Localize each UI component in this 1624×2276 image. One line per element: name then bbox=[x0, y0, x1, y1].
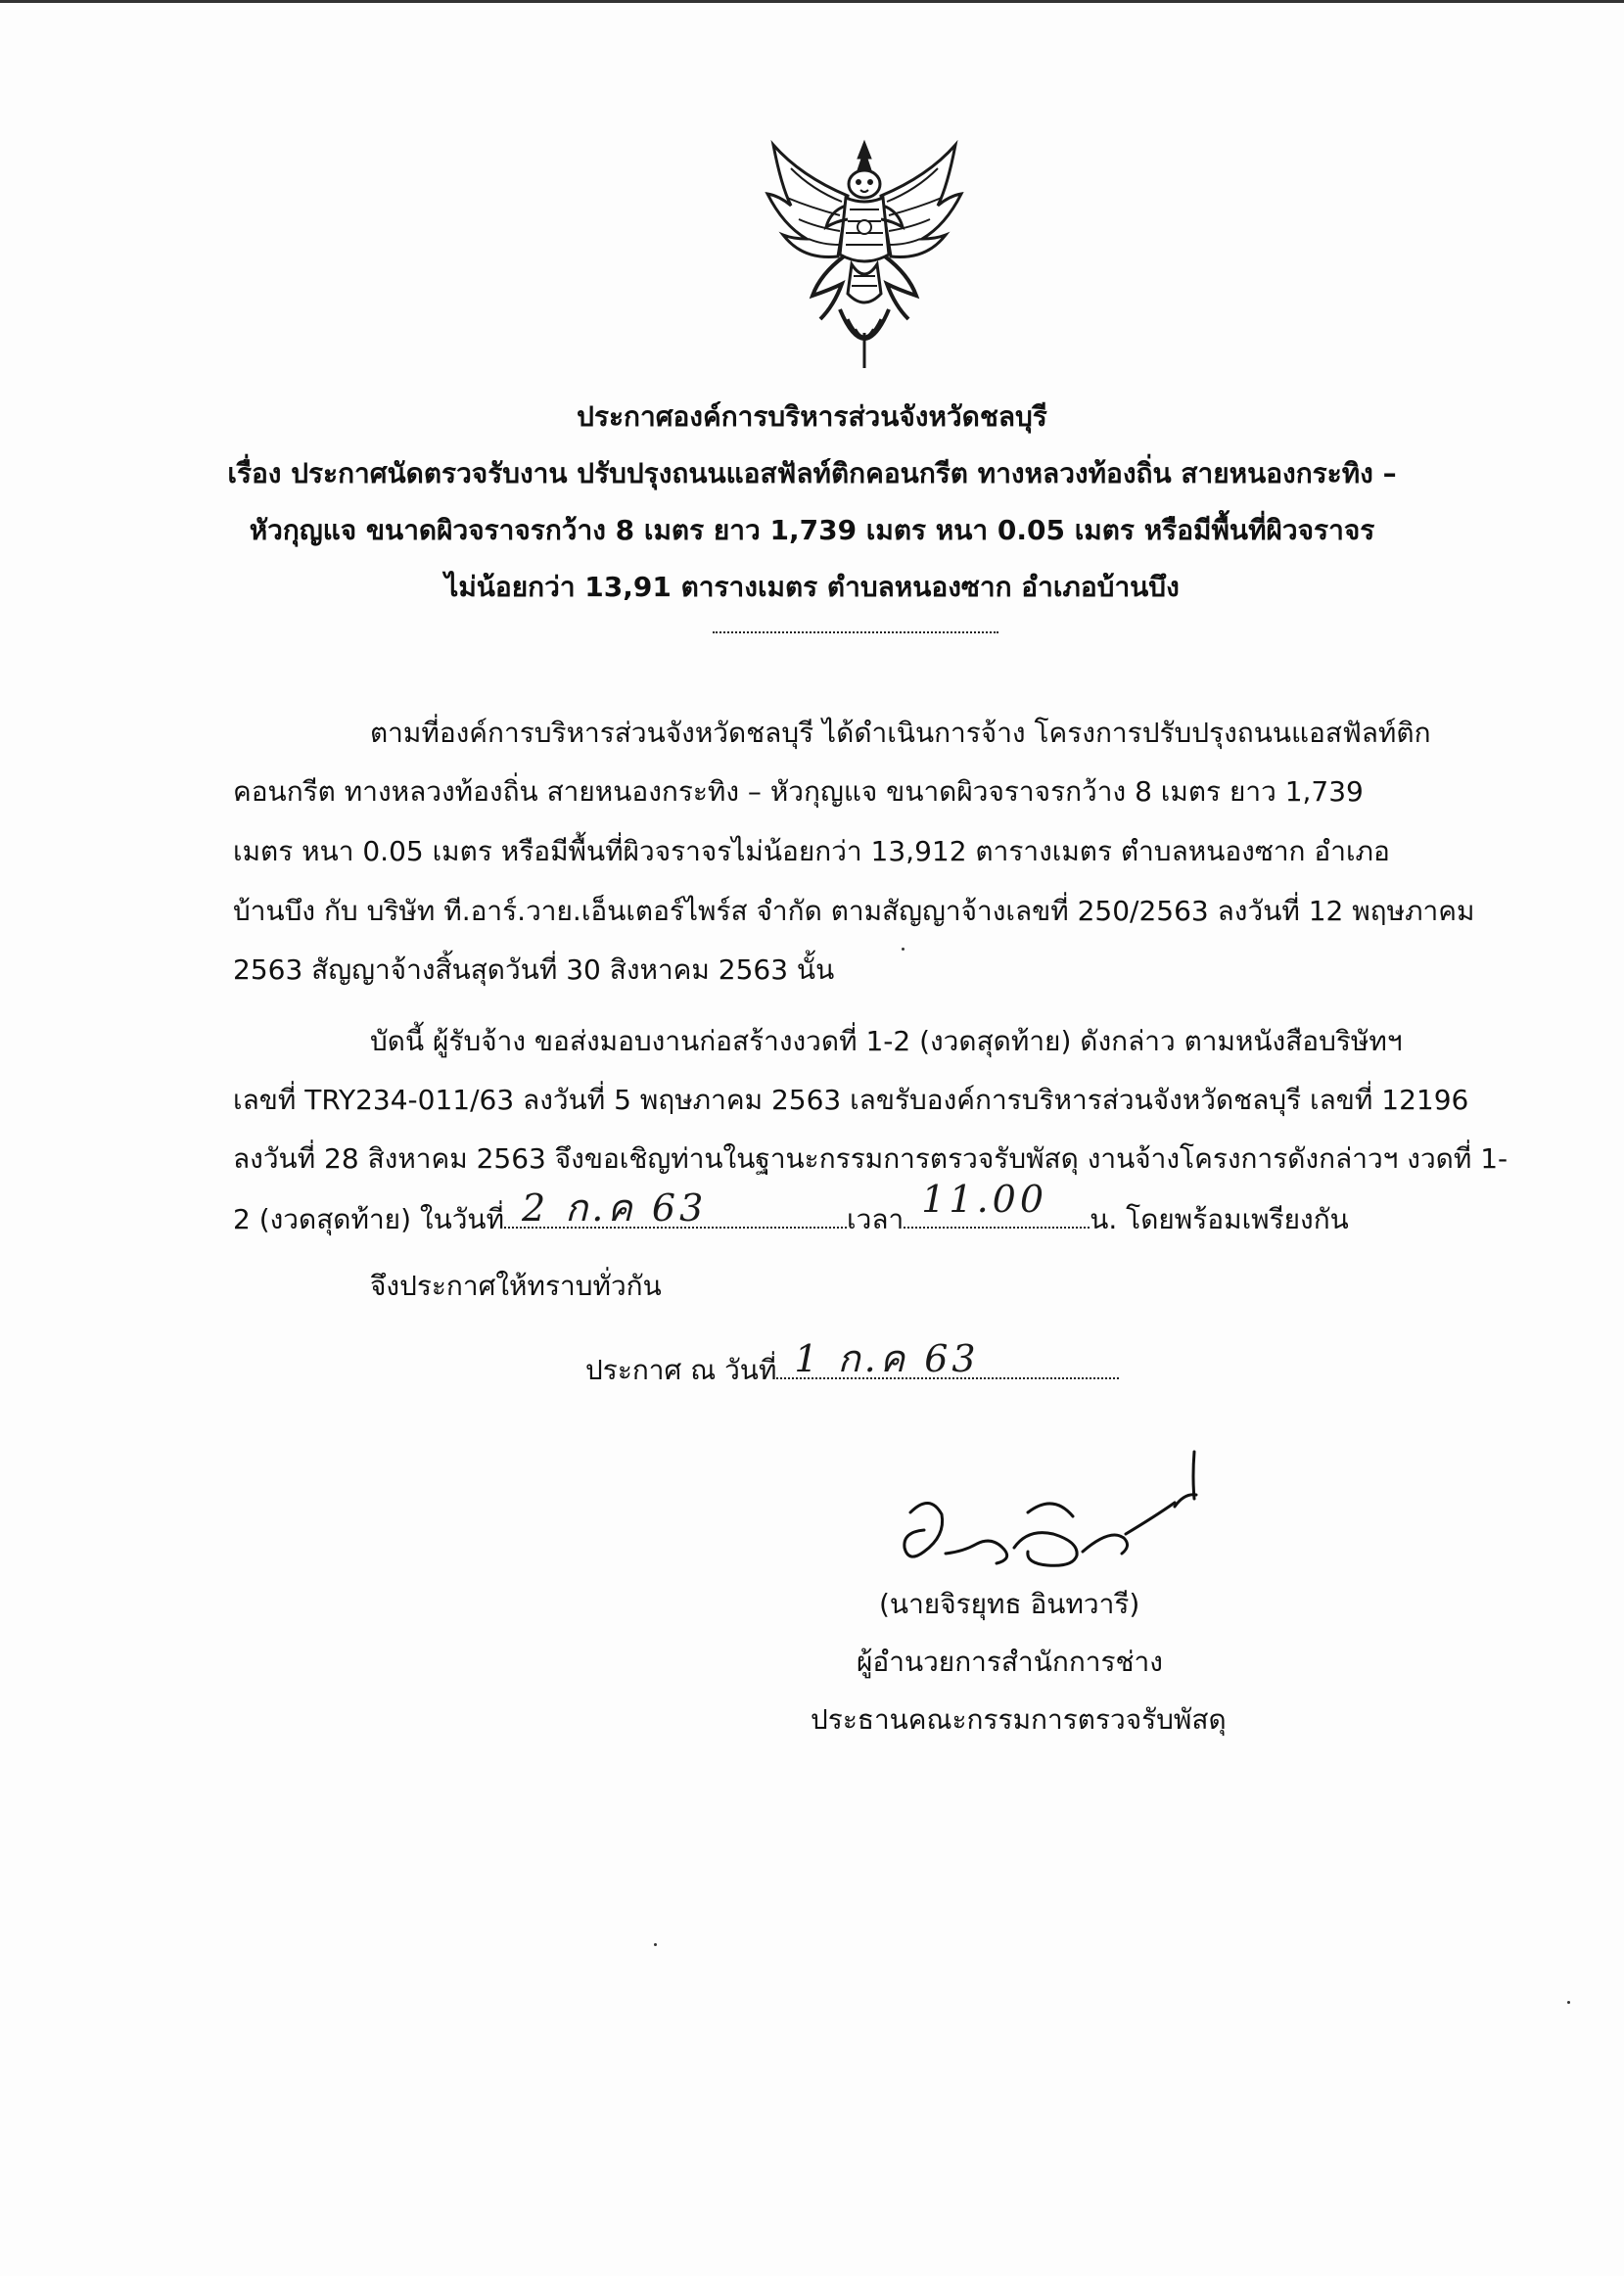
closing-statement: จึงประกาศให้ทราบทั่วกัน bbox=[370, 1270, 662, 1302]
signatory-position: ผู้อำนวยการสำนักการช่าง bbox=[857, 1646, 1163, 1678]
paragraph-1-line: ตามที่องค์การบริหารส่วนจังหวัดชลบุรี ได้ดำเนินการจ้าง โครงการปรับปรุงถนนแอสฟัลท์ติก bbox=[370, 717, 1431, 749]
announcement-title: ประกาศองค์การบริหารส่วนจังหวัดชลบุรี bbox=[577, 400, 1047, 433]
subject-line-3: ไม่น้อยกว่า 13,91 ตารางเมตร ตำบลหนองซาก อำเภอบ้านบึง bbox=[444, 571, 1180, 603]
dotted-separator bbox=[713, 631, 998, 633]
subject-line-2: หัวกุญแจ ขนาดผิวจราจรกว้าง 8 เมตร ยาว 1,739 เมตร หนา 0.05 เมตร หรือมีพื้นที่ผิวจราจร bbox=[249, 514, 1375, 546]
announcement-date-field bbox=[776, 1337, 1119, 1380]
paragraph-2-line: บัดนี้ ผู้รับจ้าง ขอส่งมอบงานก่อสร้างงวดที่ 1-2 (งวดสุดท้าย) ดังกล่าว ตามหนังสือบริษัทฯ bbox=[370, 1025, 1403, 1057]
signatory-role: ประธานคณะกรรมการตรวจรับพัสดุ bbox=[811, 1703, 1227, 1736]
scan-speck bbox=[902, 948, 905, 951]
paragraph-1-line: บ้านบึง กับ บริษัท ที.อาร์.วาย.เอ็นเตอร์ไพร์ส จำกัด ตามสัญญาจ้างเลขที่ 250/2563 ลงวันที่ 12 พฤษภาคม bbox=[233, 895, 1475, 927]
inspection-schedule-line bbox=[233, 1178, 1349, 1241]
inspection-date-handwritten: 2 ก.ค 63 bbox=[522, 1186, 708, 1230]
handwritten-signature-icon bbox=[881, 1434, 1214, 1576]
inspection-date-field bbox=[504, 1186, 847, 1230]
paragraph-1-line: 2563 สัญญาจ้างสิ้นสุดวันที่ 30 สิงหาคม 2563 นั้น bbox=[233, 953, 835, 986]
garuda-emblem-icon bbox=[762, 137, 967, 372]
time-label: เวลา bbox=[847, 1203, 905, 1235]
scan-top-border bbox=[0, 0, 1624, 3]
paragraph-1-line: คอนกรีต ทางหลวงท้องถิ่น สายหนองกระทิง – หัวกุญแจ ขนาดผิวจราจรกว้าง 8 เมตร ยาว 1,739 bbox=[233, 775, 1364, 808]
announcement-date-line bbox=[585, 1337, 1119, 1392]
paragraph-2-line: เลขที่ TRY234-011/63 ลงวันที่ 5 พฤษภาคม 2563 เลขรับองค์การบริหารส่วนจังหวัดชลบุรี เลขที่ 12196 bbox=[233, 1084, 1469, 1116]
subject-line-1: เรื่อง ประกาศนัดตรวจรับงาน ปรับปรุงถนนแอสฟัลท์ติกคอนกรีต ทางหลวงท้องถิ่น สายหนองกระทิง – bbox=[227, 457, 1397, 489]
inspection-time-handwritten: 11.00 bbox=[921, 1178, 1048, 1221]
schedule-prefix: 2 (งวดสุดท้าย) ในวันที่ bbox=[233, 1203, 505, 1235]
paragraph-1-line: เมตร หนา 0.05 เมตร หรือมีพื้นที่ผิวจราจรไม่น้อยกว่า 13,912 ตารางเมตร ตำบลหนองซาก อำเภอ bbox=[233, 835, 1390, 867]
scan-speck bbox=[1567, 2001, 1570, 2004]
announcement-date-label: ประกาศ ณ วันที่ bbox=[585, 1354, 777, 1386]
signatory-name: (นายจิรยุทธ อินทวารี) bbox=[879, 1588, 1140, 1620]
schedule-suffix: น. โดยพร้อมเพรียงกัน bbox=[1090, 1203, 1349, 1235]
scan-speck bbox=[654, 1943, 657, 1946]
inspection-time-field bbox=[904, 1178, 1090, 1229]
announcement-date-handwritten: 1 ก.ค 63 bbox=[794, 1337, 980, 1380]
paragraph-2-line: ลงวันที่ 28 สิงหาคม 2563 จึงขอเชิญท่านในฐานะกรรมการตรวจรับพัสดุ งานจ้างโครงการดังกล่าวฯ งวดที่ 1- bbox=[233, 1142, 1508, 1175]
